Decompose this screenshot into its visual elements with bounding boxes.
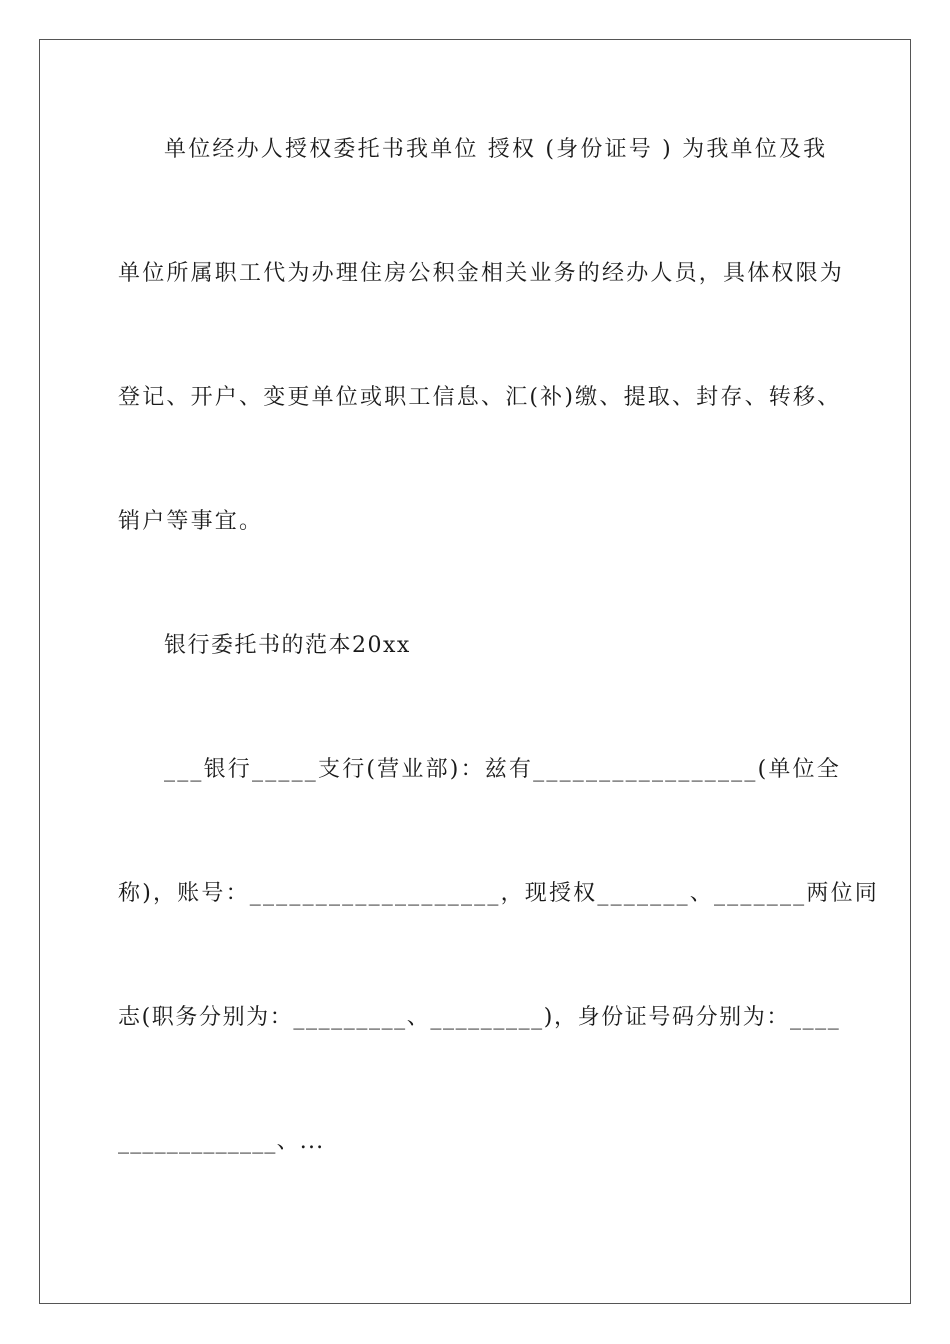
paragraph-2-line-4: _____________、... (118, 1129, 325, 1154)
paragraph-2-line-2: 称)，账号：___________________，现授权_______、_______两位同 (118, 881, 879, 906)
paragraph-1-line-1: 单位经办人授权委托书我单位 授权 (身份证号 ) 为我单位及我 (164, 137, 828, 162)
page-border (39, 39, 911, 1304)
paragraph-1-line-2: 单位所属职工代为办理住房公积金相关业务的经办人员，具体权限为 (118, 261, 845, 286)
paragraph-1-line-4: 销户等事宜。 (118, 509, 264, 534)
section-heading: 银行委托书的范本20xx (164, 633, 411, 658)
paragraph-2-line-3: 志(职务分别为：_________、_________)，身份证号码分别为：____ (118, 1005, 841, 1030)
paragraph-1-line-3: 登记、开户、变更单位或职工信息、汇(补)缴、提取、封存、转移、 (118, 385, 842, 410)
paragraph-2-line-1: ___银行_____支行(营业部)：兹有_________________(单位全 (164, 757, 841, 782)
